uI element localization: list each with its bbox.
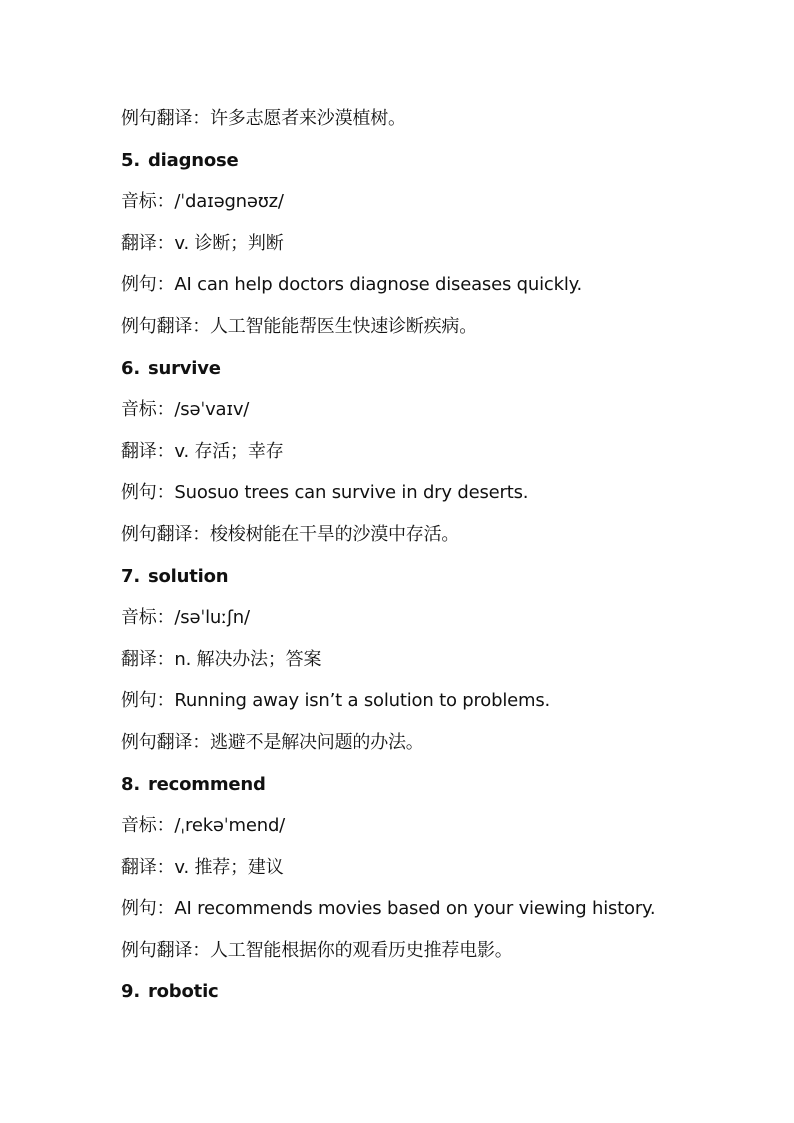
vocab-heading (121, 147, 741, 189)
line-value: 梭梭树能在干旱的沙漠中存活。 (210, 523, 460, 545)
example-translation-line (121, 521, 741, 563)
line-label: 例句： (121, 690, 175, 712)
phonetic-line (121, 812, 741, 854)
line-label: 例句翻译： (121, 939, 210, 961)
vocab-word: robotic (147, 981, 219, 1003)
vocab-word: recommend (147, 773, 266, 795)
line-value: /ˈdaɪəgnəʊz/ (174, 191, 284, 213)
phonetic-line (121, 188, 741, 230)
line-label: 音标： (121, 815, 175, 837)
translation-line (121, 230, 741, 272)
vocab-number: 5. (121, 149, 140, 171)
line-label: 例句翻译： (121, 523, 210, 545)
document-page (121, 105, 741, 1020)
line-value: /səˈluːʃn/ (174, 607, 250, 629)
vocab-number: 7. (121, 565, 140, 587)
line-label: 翻译： (121, 856, 175, 878)
vocab-number: 6. (121, 357, 140, 379)
line-value: v. 诊断；判断 (174, 232, 284, 254)
line-value: 许多志愿者来沙漠植树。 (210, 108, 406, 129)
example-translation-line (121, 313, 741, 355)
line-value: v. 存活；幸存 (174, 440, 284, 462)
vocab-word: solution (147, 565, 229, 587)
line-label: 例句： (121, 898, 175, 920)
line-label: 翻译： (121, 648, 175, 670)
vocab-word: diagnose (147, 149, 239, 171)
line-label: 例句翻译： (121, 315, 210, 337)
example-line (121, 687, 741, 729)
translation-line (121, 854, 741, 896)
example-line (121, 479, 741, 521)
example-line (121, 895, 741, 937)
translation-line (121, 438, 741, 480)
line-value: 人工智能能帮医生快速诊断疾病。 (210, 315, 477, 337)
line-value: 人工智能根据你的观看历史推荐电影。 (210, 939, 513, 961)
line-value: /səˈvaɪv/ (174, 399, 250, 421)
line-value: AI recommends movies based on your viewing history. (174, 898, 656, 920)
line-value: Suosuo trees can survive in dry deserts. (174, 482, 529, 504)
line-label: 翻译： (121, 440, 175, 462)
line-label: 例句： (121, 274, 175, 296)
line-label: 翻译： (121, 232, 175, 254)
example-translation-line (121, 729, 741, 771)
vocab-heading (121, 355, 741, 397)
line-label: 音标： (121, 191, 175, 213)
translation-line (121, 646, 741, 688)
vocab-word: survive (147, 357, 221, 379)
vocab-heading (121, 771, 741, 813)
example-translation-line (121, 105, 741, 147)
line-value: AI can help doctors diagnose diseases quickly. (174, 274, 583, 296)
phonetic-line (121, 604, 741, 646)
vocab-number: 8. (121, 773, 140, 795)
line-label: 音标： (121, 607, 175, 629)
line-value: n. 解决办法；答案 (174, 648, 322, 670)
vocab-number: 9. (121, 981, 140, 1003)
line-label: 例句翻译： (121, 108, 210, 129)
line-label: 音标： (121, 399, 175, 421)
example-translation-line (121, 937, 741, 979)
line-value: Running away isn’t a solution to problems. (174, 690, 551, 712)
line-label: 例句： (121, 482, 175, 504)
line-value: /ˌrekəˈmend/ (174, 815, 286, 837)
vocab-heading (121, 978, 741, 1020)
vocab-heading (121, 563, 741, 605)
line-label: 例句翻译： (121, 731, 210, 753)
line-value: v. 推荐；建议 (174, 856, 284, 878)
example-line (121, 271, 741, 313)
line-value: 逃避不是解决问题的办法。 (210, 731, 424, 753)
phonetic-line (121, 396, 741, 438)
